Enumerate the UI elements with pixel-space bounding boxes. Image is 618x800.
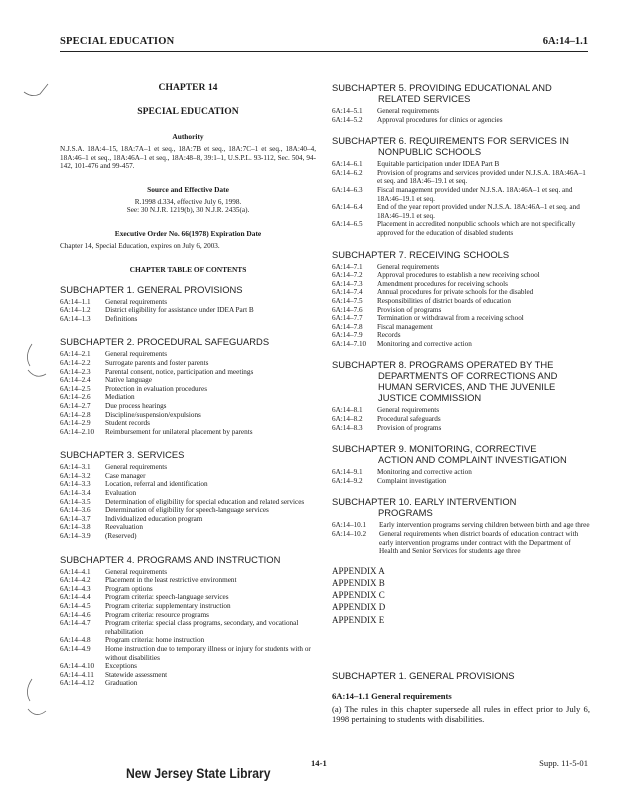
toc-entry-title: Fiscal management	[377, 322, 433, 331]
subchapter-6-heading: SUBCHAPTER 6. REQUIREMENTS FOR SERVICES IN	[332, 135, 569, 147]
toc-entry	[332, 530, 590, 556]
toc-entry-number: 6A:14–4.5	[60, 602, 91, 610]
toc-entry	[60, 532, 316, 541]
toc-entry-title: Protection in evaluation procedures	[105, 384, 207, 393]
toc-entry-number: 6A:14–2.2	[60, 358, 91, 367]
toc-entry-number: 6A:14–7.10	[332, 339, 367, 348]
toc-entry-number: 6A:14–2.10	[60, 427, 95, 436]
toc-entry-number: 6A:14–3.5	[60, 497, 91, 506]
toc-entry-number: 6A:14–9.2	[332, 476, 363, 485]
toc-entry-number: 6A:14–3.8	[60, 523, 91, 532]
toc-entry	[60, 359, 316, 368]
toc-entry	[60, 376, 316, 385]
subchapter-6-heading-cont: NONPUBLIC SCHOOLS	[378, 146, 482, 158]
toc-entry-number: 6A:14–4.4	[60, 593, 91, 602]
toc-entry-title: Fiscal management provided under N.J.S.A. 18A:46A–1 et seq. and 18A:46–19.1 et seq.	[377, 185, 573, 203]
toc-entry	[332, 220, 590, 237]
toc-entry-number: 6A:14–5.1	[332, 107, 363, 115]
toc-entry-title: General requirements	[105, 567, 168, 576]
toc-entry-title: Location, referral and identification	[105, 480, 208, 489]
toc-entry-number: 6A:14–7.4	[332, 288, 363, 297]
toc-entry	[60, 428, 316, 437]
toc-entry-title: Exceptions	[105, 662, 137, 671]
toc-entry	[60, 679, 316, 688]
subchapter-7-heading: SUBCHAPTER 7. RECEIVING SCHOOLS	[332, 248, 510, 260]
toc-entry-number: 6A:14–3.9	[60, 532, 91, 541]
toc-entry	[60, 568, 316, 577]
toc-entry-number: 6A:14–3.7	[60, 514, 91, 523]
subchapter-8-heading: SUBCHAPTER 8. PROGRAMS OPERATED BY THE	[332, 359, 554, 371]
subchapter-5-heading-cont: RELATED SERVICES	[378, 93, 471, 104]
authority-heading: Authority	[172, 132, 204, 141]
toc-entry-title: Determination of eligibility for speech-language services	[105, 506, 269, 515]
toc-entry	[332, 406, 590, 415]
toc-entry-title: Placement in the least restrictive environment	[105, 576, 237, 585]
toc-entry-number: 6A:14–6.2	[332, 168, 363, 177]
chapter-title: SPECIAL EDUCATION	[137, 106, 239, 117]
subchapter-10-heading-cont: PROGRAMS	[378, 507, 433, 519]
toc-entry	[332, 340, 590, 349]
toc-entry-number: 6A:14–8.1	[332, 406, 363, 415]
toc-entry	[60, 463, 316, 472]
toc-entry-title: End of the year report provided under N.J.S.A. 18A:46A–1 et seq. and 18A:46–19.1 et seq.	[377, 203, 580, 220]
toc-entry	[60, 480, 316, 489]
toc-entry	[60, 576, 316, 585]
toc-entry	[60, 419, 316, 428]
toc-entry	[60, 515, 316, 524]
body-subchapter-heading: SUBCHAPTER 1. GENERAL PROVISIONS	[332, 669, 515, 681]
toc-entry-number: 6A:14–1.1	[60, 297, 91, 306]
appendix-item: APPENDIX D	[332, 602, 386, 613]
toc-entry-title: Annual procedures for private schools for the disabled	[377, 288, 534, 297]
toc-entry	[60, 506, 316, 515]
toc-entry-title: Program options	[105, 584, 153, 593]
subchapter-10-list	[332, 521, 590, 555]
toc-entry-number: 6A:14–2.3	[60, 367, 91, 376]
rule-title: 6A:14–1.1 General requirements	[332, 690, 452, 701]
toc-entry	[60, 602, 316, 611]
running-header	[60, 36, 588, 52]
toc-entry-title: Case manager	[105, 471, 146, 480]
appendix-item: APPENDIX E	[332, 614, 385, 625]
margin-mark	[20, 340, 50, 400]
toc-entry	[60, 368, 316, 377]
toc-entry	[332, 288, 590, 297]
subchapter-8-heading-cont: DEPARTMENTS OF CORRECTIONS AND HUMAN SERVICES, AND THE JUVENILE JUSTICE COMMISSION	[378, 370, 558, 404]
toc-entry-title: General requirements when district boards of education contract with early intervention programs under contract with the Department of Health and Senior Services for students age three	[379, 530, 579, 556]
toc-entry	[60, 671, 316, 680]
toc-entry-number: 6A:14–4.12	[60, 679, 95, 688]
toc-entry-number: 6A:14–8.2	[332, 415, 363, 424]
toc-entry	[60, 298, 316, 307]
toc-entry	[332, 477, 590, 486]
toc-entry	[332, 424, 590, 433]
toc-entry	[332, 203, 590, 220]
toc-entry-number: 6A:14–4.10	[60, 662, 95, 671]
toc-entry	[60, 385, 316, 394]
subchapter-9-heading: SUBCHAPTER 9. MONITORING, CORRECTIVE	[332, 443, 537, 455]
toc-entry	[332, 306, 590, 315]
subchapter-10-heading: SUBCHAPTER 10. EARLY INTERVENTION	[332, 496, 517, 508]
toc-entry-number: 6A:14–7.8	[332, 322, 363, 331]
toc-entry	[332, 314, 590, 323]
toc-entry-title: Determination of eligibility for special education and related services	[105, 497, 305, 506]
toc-entry	[332, 169, 590, 186]
subchapter-3-list	[60, 463, 316, 540]
toc-entry-title: Home instruction due to temporary illness or injury for students with or without disabilities	[105, 644, 311, 662]
toc-entry	[60, 472, 316, 481]
subchapter-1-heading: SUBCHAPTER 1. GENERAL PROVISIONS	[60, 283, 243, 295]
toc-entry-title: Responsibilities of district boards of education	[377, 296, 511, 305]
subchapter-5-list	[332, 107, 590, 124]
toc-entry	[60, 662, 316, 671]
toc-entry-title: Program criteria: speech-language services	[105, 593, 229, 602]
toc-entry-number: 6A:14–4.6	[60, 610, 91, 619]
toc-entry-number: 6A:14–3.2	[60, 471, 91, 480]
toc-entry-title: Definitions	[105, 314, 138, 323]
toc-entry-title: Due process hearings	[105, 401, 167, 410]
header-title: SPECIAL EDUCATION	[60, 36, 175, 47]
toc-entry-title: Surrogate parents and foster parents	[105, 358, 209, 367]
toc-entry-number: 6A:14–2.5	[60, 384, 91, 393]
toc-entry	[60, 619, 316, 636]
toc-entry-title: Native language	[105, 376, 152, 385]
subchapter-9-heading-cont: ACTION AND COMPLAINT INVESTIGATION	[378, 454, 567, 466]
toc-entry-number: 6A:14–2.8	[60, 410, 91, 419]
toc-entry-title: Program criteria: supplementary instruction	[105, 602, 231, 610]
toc-entry-title: Program criteria: resource programs	[105, 610, 209, 619]
toc-entry-number: 6A:14–4.8	[60, 636, 91, 645]
toc-entry-title: Monitoring and corrective action	[377, 339, 472, 348]
toc-entry	[332, 186, 590, 203]
chapter-number: CHAPTER 14	[158, 82, 218, 93]
toc-entry-number: 6A:14–8.3	[332, 423, 363, 432]
toc-entry	[60, 645, 316, 662]
toc-entry	[332, 263, 590, 272]
subchapter-7-list	[332, 263, 590, 349]
toc-entry-number: 6A:14–6.1	[332, 160, 363, 169]
toc-entry-title: General requirements	[377, 406, 440, 415]
toc-entry-number: 6A:14–2.9	[60, 419, 91, 428]
authority-text: N.J.S.A. 18A:4–15, 18A:7A–1 et seq., 18A:7B et seq., 18A:7C–1 et seq., 18A:40–4, 18A:46–1 et seq., 18A:46A–1 et seq., 18A:48–8, 39:1–1, U.S.P.L. 93-112, Sec. 504, 94-142, 101-476 and 99-457.	[60, 145, 316, 171]
toc-entry-title: Evaluation	[105, 489, 137, 498]
toc-entry	[332, 521, 590, 530]
toc-entry	[332, 331, 590, 340]
toc-entry-title: General requirements	[105, 350, 168, 359]
toc-entry-number: 6A:14–3.3	[60, 480, 91, 489]
toc-entry-number: 6A:14–7.7	[332, 314, 363, 323]
toc-entry-title: Provision of programs	[377, 423, 442, 432]
toc-entry-number: 6A:14–1.2	[60, 306, 91, 315]
page-number: 14-1	[311, 758, 327, 768]
toc-entry-number: 6A:14–3.1	[60, 463, 91, 472]
toc-entry-number: 6A:14–3.6	[60, 506, 91, 515]
toc-entry-title: Approval procedures for clinics or agencies	[377, 115, 503, 124]
toc-entry-title: Parental consent, notice, participation and meetings	[105, 367, 254, 376]
margin-mark	[22, 80, 52, 102]
toc-entry-number: 6A:14–2.4	[60, 376, 91, 385]
source-line-2: See: 30 N.J.R. 1219(b), 30 N.J.R. 2435(a).	[126, 206, 250, 215]
toc-entry-title: Statewide assessment	[105, 670, 168, 679]
toc-entry-number: 6A:14–6.5	[332, 220, 363, 229]
toc-entry-number: 6A:14–6.3	[332, 185, 363, 194]
left-column	[60, 82, 316, 688]
toc-entry	[60, 523, 316, 532]
toc-entry-title: General requirements	[105, 463, 168, 472]
toc-entry	[60, 498, 316, 507]
toc-entry	[60, 411, 316, 420]
toc-entry-title: Approval procedures to establish a new receiving school	[377, 271, 540, 280]
toc-entry	[60, 402, 316, 411]
rule-paragraph: (a) The rules in this chapter supersede all rules in effect prior to July 6, 1998 pertaining to students with disabilities.	[332, 703, 590, 725]
supplement-date: Supp. 11-5-01	[539, 758, 588, 768]
toc-entry	[60, 489, 316, 498]
margin-mark	[20, 675, 50, 735]
toc-entry-title: Reevaluation	[105, 523, 143, 532]
subchapter-2-list	[60, 350, 316, 436]
toc-entry-title: Student records	[105, 419, 150, 428]
toc-entry-title: Early intervention programs serving children between birth and age three	[379, 521, 590, 530]
toc-entry-number: 6A:14–10.1	[332, 521, 367, 530]
subchapter-1-list	[60, 298, 316, 324]
toc-entry	[60, 315, 316, 324]
toc-entry-number: 6A:14–7.6	[332, 305, 363, 314]
toc-entry-number: 6A:14–4.2	[60, 576, 91, 585]
toc-entry-title: Placement in accredited nonpublic schools which are not specifically approved for the education of disabled students	[377, 220, 576, 237]
toc-entry	[332, 271, 590, 280]
toc-entry	[60, 585, 316, 594]
toc-entry-number: 6A:14–10.2	[332, 530, 367, 539]
toc-entry-title: (Reserved)	[105, 532, 137, 541]
subchapter-3-heading: SUBCHAPTER 3. SERVICES	[60, 449, 185, 461]
toc-entry-number: 6A:14–5.2	[332, 115, 363, 124]
toc-entry-number: 6A:14–4.7	[60, 619, 91, 628]
appendix-list	[332, 566, 590, 626]
toc-entry-number: 6A:14–7.9	[332, 331, 363, 340]
toc-entry-number: 6A:14–7.1	[332, 262, 363, 271]
toc-entry-title: Reimbursement for unilateral placement by parents	[105, 427, 253, 436]
executive-order-heading: Executive Order No. 66(1978) Expiration Date	[114, 228, 262, 238]
toc-entry-title: Equitable participation under IDEA Part B	[377, 160, 500, 169]
toc-entry	[332, 280, 590, 289]
toc-entry	[60, 593, 316, 602]
appendix-item: APPENDIX B	[332, 578, 385, 589]
toc-entry-title: General requirements	[377, 107, 440, 115]
toc-entry-title: Mediation	[105, 393, 135, 402]
toc-entry-title: Individualized education program	[105, 514, 203, 523]
toc-entry-number: 6A:14–2.7	[60, 401, 91, 410]
subchapter-2-heading: SUBCHAPTER 2. PROCEDURAL SAFEGUARDS	[60, 336, 270, 348]
toc-entry-title: Discipline/suspension/expulsions	[105, 410, 201, 419]
toc-entry-title: Amendment procedures for receiving schools	[377, 279, 508, 288]
right-column	[332, 82, 590, 724]
toc-entry	[332, 415, 590, 424]
toc-entry	[332, 107, 590, 116]
toc-entry	[60, 306, 316, 315]
toc-entry-number: 6A:14–7.3	[332, 279, 363, 288]
toc-entry-title: Records	[377, 331, 401, 340]
appendix-item: APPENDIX A	[332, 565, 385, 576]
toc-entry-title: Procedural safeguards	[377, 415, 441, 424]
toc-entry-number: 6A:14–2.1	[60, 350, 91, 359]
library-stamp: New Jersey State Library	[126, 766, 271, 781]
toc-entry-number: 6A:14–2.6	[60, 393, 91, 402]
appendix-item: APPENDIX C	[332, 590, 385, 601]
toc-entry-title: General requirements	[105, 297, 168, 306]
subchapter-8-list	[332, 406, 590, 432]
toc-entry-title: District eligibility for assistance under IDEA Part B	[105, 306, 254, 315]
toc-entry-title: Monitoring and corrective action	[377, 468, 472, 477]
source-heading: Source and Effective Date	[147, 184, 229, 194]
toc-entry-title: Program criteria: special class programs, secondary, and vocational rehabilitation	[105, 619, 299, 636]
toc-entry-title: Provision of programs and services provided under N.J.S.A. 18A:46A–1 et seq. and 18A:46–19.1 et seq.	[377, 168, 586, 186]
toc-entry	[332, 116, 590, 125]
source-line-1: R.1998 d.334, effective July 6, 1998.	[134, 197, 242, 206]
toc-entry-number: 6A:14–4.3	[60, 584, 91, 593]
toc-entry	[60, 393, 316, 402]
toc-heading: CHAPTER TABLE OF CONTENTS	[129, 264, 247, 274]
toc-entry-number: 6A:14–9.1	[332, 468, 363, 477]
toc-entry-number: 6A:14–7.5	[332, 296, 363, 305]
subchapter-5-heading: SUBCHAPTER 5. PROVIDING EDUCATIONAL AND	[332, 82, 552, 93]
toc-entry-number: 6A:14–4.1	[60, 567, 91, 576]
toc-entry	[332, 323, 590, 332]
toc-entry	[332, 297, 590, 306]
subchapter-6-list	[332, 160, 590, 237]
toc-entry-title: Complaint investigation	[377, 476, 447, 485]
toc-entry-number: 6A:14–1.3	[60, 314, 91, 323]
toc-entry-number: 6A:14–7.2	[332, 271, 363, 280]
toc-entry	[60, 636, 316, 645]
toc-entry-title: Termination or withdrawal from a receiving school	[377, 314, 524, 323]
toc-entry-title: Provision of programs	[377, 305, 442, 314]
subchapter-9-list	[332, 468, 590, 485]
header-section-number: 6A:14–1.1	[542, 36, 588, 47]
toc-entry	[332, 160, 590, 169]
toc-entry	[60, 350, 316, 359]
toc-entry-number: 6A:14–4.9	[60, 644, 91, 653]
toc-entry-title: Program criteria: home instruction	[105, 636, 205, 645]
toc-entry	[60, 611, 316, 620]
executive-order-text: Chapter 14, Special Education, expires on July 6, 2003.	[60, 241, 220, 250]
toc-entry	[332, 468, 590, 477]
subchapter-4-heading: SUBCHAPTER 4. PROGRAMS AND INSTRUCTION	[60, 553, 281, 565]
toc-entry-title: General requirements	[377, 262, 440, 271]
toc-entry-number: 6A:14–3.4	[60, 489, 91, 498]
subchapter-4-list	[60, 568, 316, 688]
toc-entry-number: 6A:14–6.4	[332, 203, 363, 212]
toc-entry-number: 6A:14–4.11	[60, 670, 94, 679]
toc-entry-title: Graduation	[105, 679, 138, 688]
